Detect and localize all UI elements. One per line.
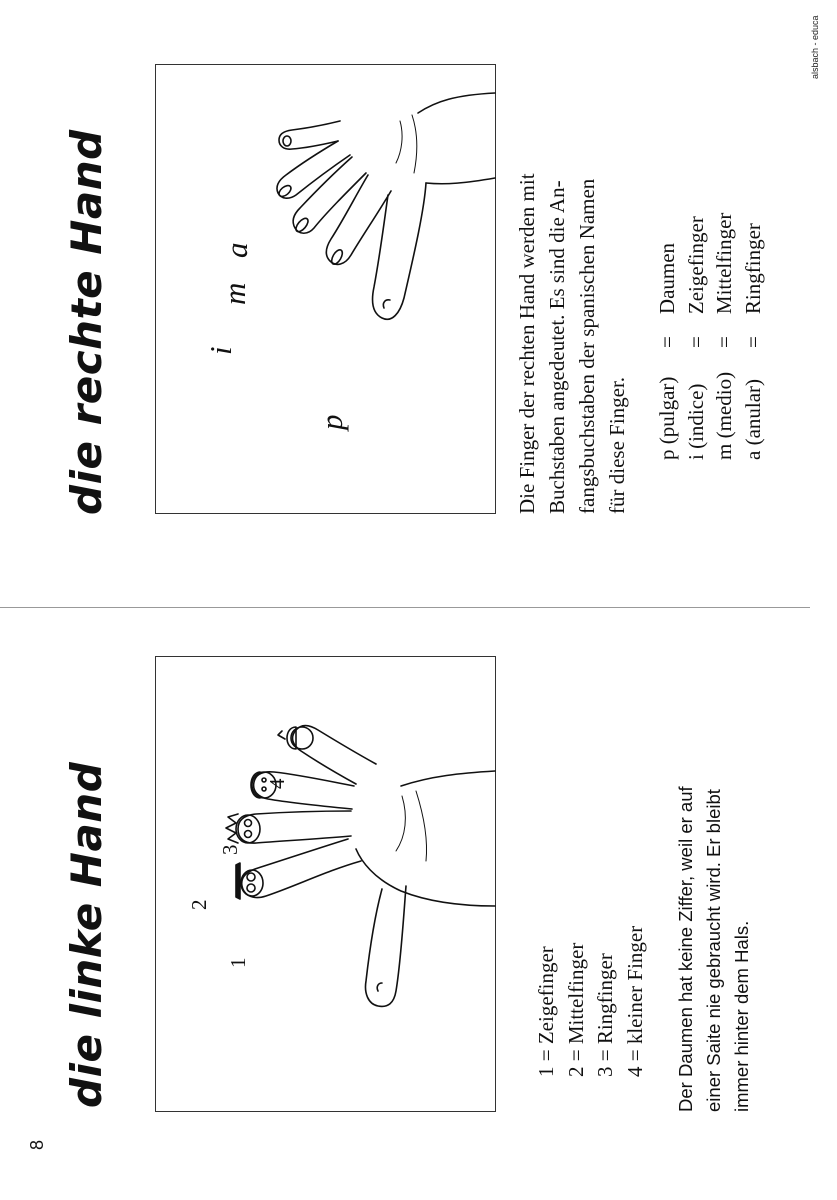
table-row: [653, 213, 682, 460]
right-hand-description: [512, 173, 632, 514]
list-item: 1 = Zeigefinger: [534, 946, 558, 1077]
left-hand-title: die linke Hand: [62, 761, 111, 1108]
hand-letter-a: a: [219, 242, 254, 258]
table-row: [682, 213, 711, 460]
list-item: 4 = kleiner Finger: [622, 925, 647, 1077]
publisher-credit: alsbach - educa: [810, 15, 820, 79]
section-divider: [0, 607, 810, 608]
equals-sign: =: [712, 336, 736, 348]
right-finger-table: [653, 213, 767, 460]
paragraph-line: einer Saite nie gebraucht wird. Er bleibt: [703, 789, 724, 1112]
right-hand-illustration: [155, 64, 496, 514]
left-hand-illustration: [155, 656, 496, 1112]
left-finger-list: [532, 926, 650, 1077]
table-row: [739, 213, 768, 460]
page-number: 8: [27, 1139, 47, 1150]
hand-letter-m: m: [217, 282, 252, 305]
finger-label-3: 3: [218, 844, 242, 855]
finger-label-1: 1: [226, 957, 250, 968]
finger-label-4: 4: [265, 778, 289, 789]
equals-sign: =: [740, 336, 765, 348]
list-item: 3 = Ringfinger: [593, 953, 617, 1077]
paragraph-line: Die Finger der rechten Hand werden mit: [515, 173, 539, 514]
finger-abbr: i (indice): [683, 383, 708, 460]
finger-label-2: 2: [187, 899, 211, 910]
finger-abbr: a (anular): [740, 378, 765, 460]
paragraph-line: immer hinter dem Hals.: [731, 920, 752, 1112]
hand-letter-p: p: [314, 414, 349, 430]
right-hand-drawing: [156, 65, 495, 513]
right-hand-title: die rechte Hand: [62, 129, 111, 515]
hand-letter-i: i: [203, 346, 238, 355]
paragraph-line: Buchstaben angedeutet. Es sind die An-: [545, 180, 569, 514]
finger-name: Daumen: [655, 242, 679, 315]
finger-name: Ringfinger: [740, 223, 765, 315]
finger-name: Mittelfinger: [712, 212, 736, 315]
finger-abbr: m (medio): [712, 371, 736, 460]
finger-abbr: p (pulgar): [655, 376, 679, 460]
finger-name: Zeigefinger: [683, 216, 708, 315]
paragraph-line: Der Daumen hat keine Ziffer, weil er auf: [675, 786, 696, 1112]
list-item: 2 = Mittelfinger: [563, 942, 588, 1077]
paragraph-line: für diese Finger.: [605, 376, 629, 514]
equals-sign: =: [655, 336, 679, 348]
left-thumb-note: [672, 786, 756, 1112]
table-row: [710, 213, 739, 460]
paragraph-line: fangsbuchstaben der spanischen Namen: [575, 178, 599, 514]
left-hand-drawing: [156, 657, 495, 1111]
equals-sign: =: [683, 336, 708, 348]
